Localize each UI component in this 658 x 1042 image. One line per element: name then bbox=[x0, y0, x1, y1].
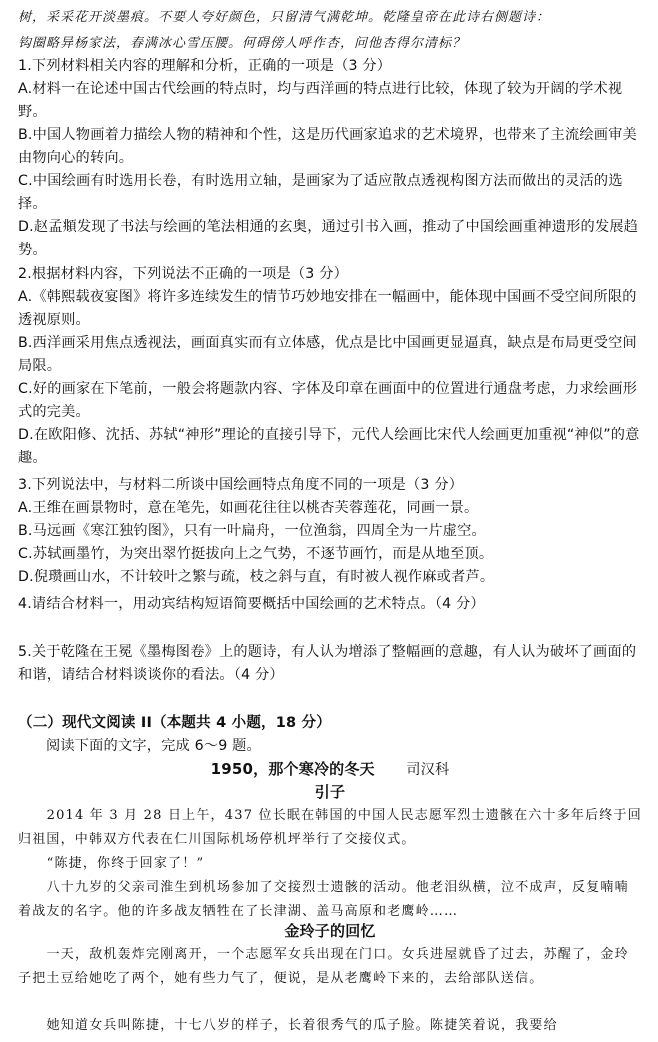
paragraph-5: 她知道女兵叫陈捷，十七八岁的样子，长着很秀气的瓜子脸。陈捷笑着说，我要给 bbox=[46, 1018, 558, 1033]
subtitle-memory: 金玲子的回忆 bbox=[284, 922, 376, 940]
q2-option-c: C.好的画家在下笔前，一般会将题款内容、字体及印章在画面中的位置进行通盘考虑，力求绘画形式的完美。 bbox=[18, 381, 638, 420]
q1-stem: 1.下列材料相关内容的理解和分析，正确的一项是（3 分） bbox=[18, 58, 392, 74]
q3-option-c: C.苏轼画墨竹，为突出翠竹挺拔向上之气势，不逐节画竹，而是从地至顶。 bbox=[18, 546, 494, 562]
paragraph-2: “陈捷，你终于回家了！” bbox=[46, 856, 205, 871]
q3-stem: 3.下列说法中，与材料二所谈中国绘画特点角度不同的一项是（3 分） bbox=[18, 477, 464, 493]
section-heading: （二）现代文阅读 II（本题共 4 小题，18 分） bbox=[18, 715, 331, 731]
paragraph-4: 一天，敌机轰炸完刚离开，一个志愿军女兵出现在门口。女兵进屋就昏了过去，苏醒了，金玲子把土豆给她吃了两个，她有些力气了，便说，是从老鹰岭下来的，去给部队送信。 bbox=[18, 947, 629, 986]
poem-line-1: 树，采采花开淡墨痕。不要人夸好颜色，只留清气满乾坤。乾隆皇帝在此诗右侧题诗： bbox=[18, 10, 551, 25]
paragraph-3: 八十九岁的父亲司淮生到机场参加了交接烈士遗骸的活动。他老泪纵横，泣不成声，反复喃喃着战友的名字。他的许多战友牺牲在了长津湖、盖马高原和老鹰岭…… bbox=[18, 880, 629, 919]
article-author: 司汉科 bbox=[406, 762, 450, 778]
q3-option-b: B.马远画《寒江独钓图》，只有一叶扁舟，一位渔翁，四周全为一片虚空。 bbox=[18, 523, 486, 539]
q1-option-a: A.材料一在论述中国古代绘画的特点时，均与西洋画的特点进行比较，体现了较为开阔的学术视野。 bbox=[18, 81, 623, 120]
q2-option-a: A.《韩熙载夜宴图》将许多连续发生的情节巧妙地安排在一幅画中，能体现中国画不受空间所限的透视原则。 bbox=[18, 289, 637, 328]
poem-line-2: 钩圈略异杨家法，春满冰心雪压腰。何碍傍人呼作杏，问他杏得尔清标？ bbox=[18, 36, 467, 51]
q2-option-d: D.在欧阳修、沈括、苏轼“神形”理论的直接引导下，元代人绘画比宋代人绘画更加重视“神似”的意趣。 bbox=[18, 427, 640, 466]
q1-option-d: D.赵孟頫发现了书法与绘画的笔法相通的玄奥，通过引书入画，推动了中国绘画重神遗形的发展趋势。 bbox=[18, 219, 639, 258]
subtitle-intro: 引子 bbox=[314, 783, 346, 801]
q2-stem: 2.根据材料内容，下列说法不正确的一项是（3 分） bbox=[18, 266, 349, 282]
section-instruction: 阅读下面的文字，完成 6～9 题。 bbox=[46, 738, 261, 754]
article-title: 1950，那个寒冷的冬天 bbox=[210, 760, 375, 778]
q1-option-c: C.中国绘画有时选用长卷，有时选用立轴，是画家为了适应散点透视构图方法而做出的灵活的选择。 bbox=[18, 173, 623, 212]
q2-option-b: B.西洋画采用焦点透视法，画面真实而有立体感，优点是比中国画更显逼真，缺点是布局更受空间局限。 bbox=[18, 335, 637, 374]
paragraph-1: 2014 年 3 月 28 日上午，437 位长眠在韩国的中国人民志愿军烈士遗骸在六十多年后终于回归祖国，中韩双方代表在仁川国际机场停机坪举行了交接仪式。 bbox=[18, 808, 642, 847]
q4-stem: 4.请结合材料一，用动宾结构短语简要概括中国绘画的艺术特点。（4 分） bbox=[18, 596, 485, 612]
q1-option-b: B.中国人物画着力描绘人物的精神和个性，这是历代画家追求的艺术境界，也带来了主流绘画审美由物向心的转向。 bbox=[18, 127, 637, 166]
article-title-line bbox=[18, 758, 642, 782]
q3-option-a: A.王维在画景物时，意在笔先，如画花往往以桃杏芙蓉莲花，同画一景。 bbox=[18, 500, 479, 516]
q5-stem: 5.关于乾隆在王冕《墨梅图卷》上的题诗，有人认为增添了整幅画的意趣，有人认为破坏了画面的和谐，请结合材料谈谈你的看法。（4 分） bbox=[18, 644, 637, 683]
q3-option-d: D.倪瓒画山水，不计较叶之繁与疏，枝之斜与直，有时被人视作麻或者芦。 bbox=[18, 569, 495, 585]
